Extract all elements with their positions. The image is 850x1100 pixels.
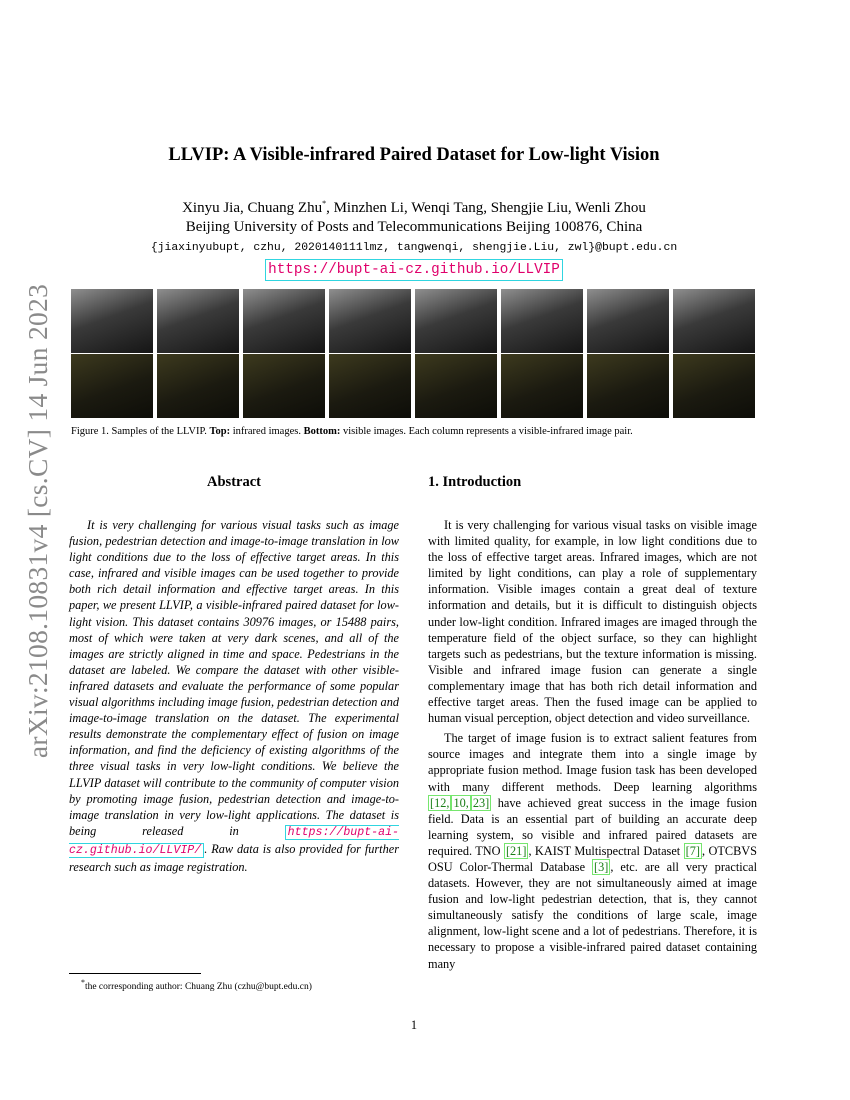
dataset-url-link[interactable]: https://bupt-ai-cz.github.io/LLVIP/ [69,825,399,857]
intro-paragraph-2 [428,730,757,971]
intro-text: , etc. are all very practical datasets. However, they are not simultaneously aimed at image fusion and low-light pedestrian detection, that is, they cannot simultaneously satisfy the conditions of large scale, image alignment, low-light scene and a lot of pedestrians. Therefore, it is necessary to propose a visible-infrared paired dataset containing many [428,859,757,971]
infrared-sample-4 [329,289,411,353]
infrared-sample-2 [157,289,239,353]
project-url-line [0,259,828,281]
infrared-sample-7 [587,289,669,353]
intro-text: , KAIST Multispectral Dataset [528,843,684,858]
citation-23[interactable]: 23] [472,795,490,810]
citation-21[interactable]: [21] [505,843,527,858]
intro-text: , OTCBVS OSU Color-Thermal Database [428,843,757,874]
caption-bottom-label: Bottom: [303,426,341,437]
intro-text: have achieved great success in the image fusion field. Data is an essential part of building an accurate deep learning system, so visible and infrared paired datasets are required. TNO [428,795,757,858]
visible-sample-6 [501,354,583,418]
caption-mid: infrared images. [230,426,304,437]
footnote-text: the corresponding author: Chuang Zhu (czhu@bupt.edu.cn) [84,982,312,993]
infrared-sample-5 [415,289,497,353]
infrared-sample-3 [243,289,325,353]
figure-1-caption [71,426,771,437]
visible-sample-2 [157,354,239,418]
infrared-sample-1 [71,289,153,353]
visible-sample-3 [243,354,325,418]
figure-1-image-grid [71,289,757,418]
introduction-heading: 1. Introduction [428,474,522,490]
author-emails: {jiaxinyubupt, czhu, 2020140111lmz, tangwenqi, shengjie.Liu, zwl}@bupt.edu.cn [150,242,678,254]
caption-end: visible images. Each column represents a visible-infrared image pair. [340,426,633,437]
footnote [69,978,399,992]
intro-paragraph-1: It is very challenging for various visual tasks on visible image with limited quality, for example, in low light conditions due to the loss of effective target areas. Infrared images, which are not limited by light conditions, can play a role of supplementary information. Visible images contain a great deal of texture information and details, but it is difficult to distinguish objects under low-light condition. Infrared images are imaged through the temperature field of the object surface, so they can highlight targets such as pedestrians, but the texture information is missing. Visible and infrared image fusion can generate a single complementary image that has both rich detail information and effective target areas. Then the fused image can be applied to human visual perception, object detection and video surveillance. [428,518,757,726]
visible-sample-1 [71,354,153,418]
intro-text: The target of image fusion is to extract salient features from source images and integrate them into a single image by appropriate fusion method. Image fusion task has been developed with many different methods. Deep learning algorithms [428,731,757,794]
authors-before-mark: Xinyu Jia, Chuang Zhu [182,200,323,216]
authors-after-mark: , Minzhen Li, Wenqi Tang, Shengjie Liu, Wenli Zhou [326,200,646,216]
abstract-body [69,517,399,875]
citation-10[interactable]: 10, [453,795,469,810]
caption-top-label: Top: [209,426,231,437]
footnote-mark: * [81,978,85,987]
citation-7[interactable]: [7] [685,843,700,858]
project-url-link[interactable]: https://bupt-ai-cz.github.io/LLVIP [265,259,563,281]
page-number: 1 [410,1018,418,1032]
introduction-body [428,517,757,972]
visible-sample-5 [415,354,497,418]
infrared-sample-6 [501,289,583,353]
arxiv-identifier-stamp: arXiv:2108.10831v4 [cs.CV] 14 Jun 2023 [22,283,53,759]
abstract-heading: Abstract [207,474,261,490]
visible-sample-4 [329,354,411,418]
author-list [0,199,828,217]
visible-sample-7 [587,354,669,418]
abstract-text-end: . Raw data is also provided for further research such as image registration. [69,841,399,874]
infrared-sample-8 [673,289,755,353]
visible-sample-8 [673,354,755,418]
caption-prefix: Figure 1. Samples of the LLVIP. [71,426,210,437]
citation-3[interactable]: [3] [594,859,609,874]
abstract-text: It is very challenging for various visual tasks such as image fusion, pedestrian detection and image-to-image translation in low light conditions due to the loss of effective target areas. In this case, infrared and visible images can be used together to provide both rich detail information and effective target areas. In this paper, we present LLVIP, a visible-infrared paired dataset for low-light vision. This dataset contains 30976 images, or 15488 pairs, most of which were taken at very dark scenes, and all of the images are strictly aligned in time and space. Pedestrians in the dataset are labeled. We compare the dataset with other visible-infrared datasets and evaluate the performance of some popular visual algorithms including image fusion, pedestrian detection and image-to-image translation on the dataset. The experimental results demonstrate the complementary effect of fusion on image information, and find the deficiency of existing algorithms of the three visual tasks in very low-light conditions. We believe the LLVIP dataset will contribute to the community of computer vision by promoting image fusion, pedestrian detection and image-to-image translation in very low-light applications. The dataset is being released in [69,518,399,838]
affiliation: Beijing University of Posts and Telecommunications Beijing 100876, China [185,219,643,235]
citation-12[interactable]: [12, [430,795,450,810]
corresponding-author-mark: * [322,199,327,208]
paper-title: LLVIP: A Visible-infrared Paired Dataset for Low-light Vision [168,145,660,165]
footnote-rule [69,973,201,974]
